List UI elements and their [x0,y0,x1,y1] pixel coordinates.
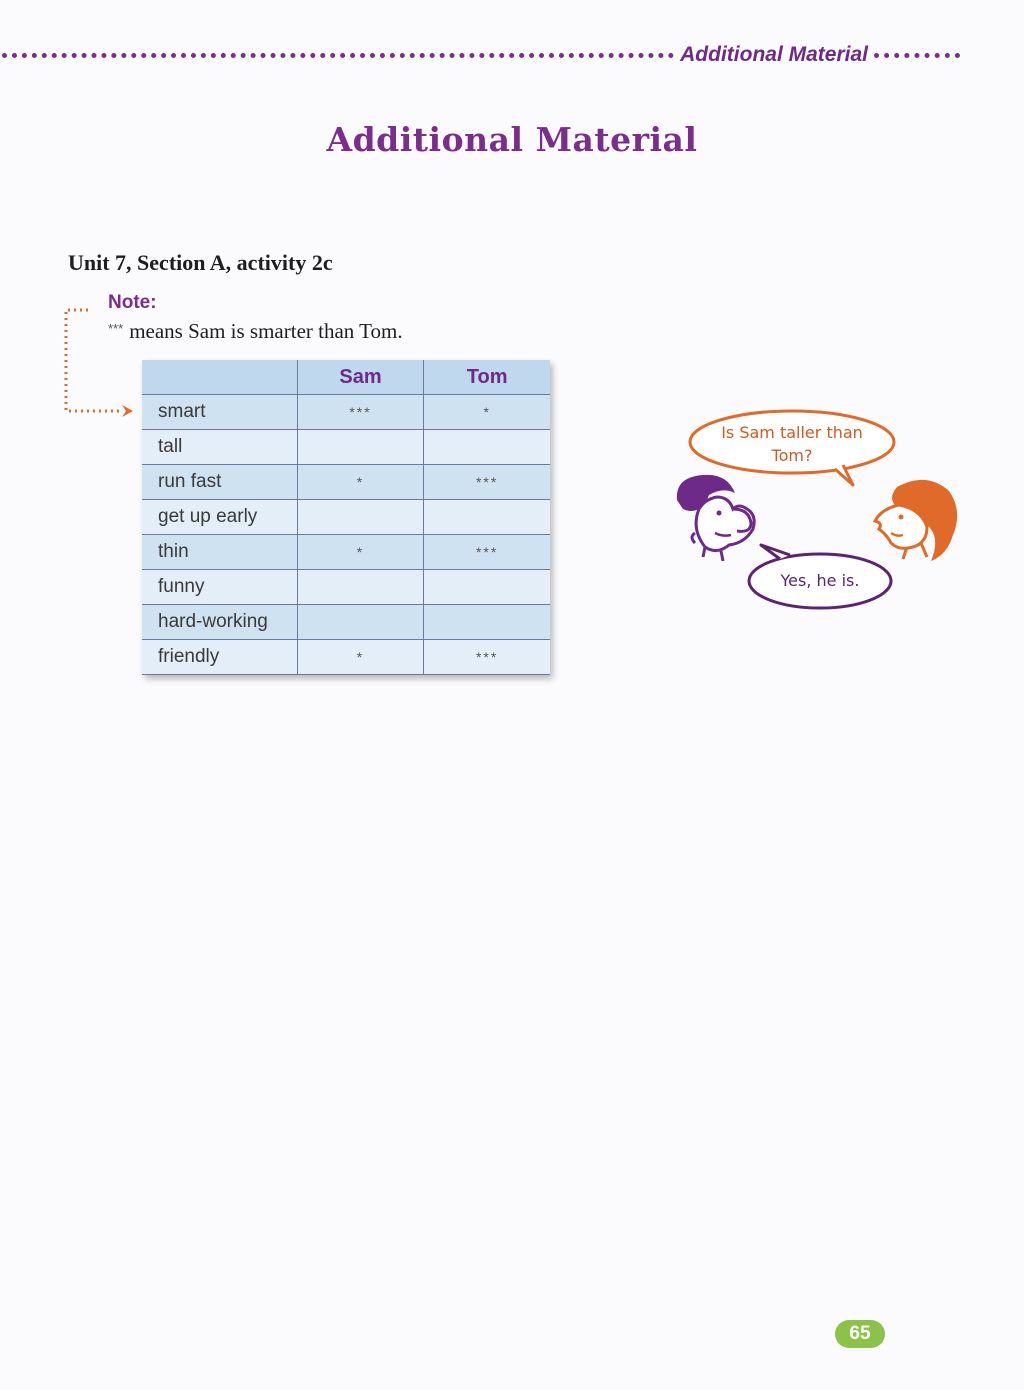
tom-rating [424,430,550,465]
sam-rating: * [297,535,424,570]
table-row [142,605,550,640]
row-label: friendly [142,640,297,675]
sam-rating [297,570,424,605]
column-header-blank [142,360,297,395]
table-row [142,570,550,605]
tom-rating [424,605,550,640]
table-row [142,395,550,430]
row-label: run fast [142,465,297,500]
tom-rating: *** [424,640,550,675]
question-bubble-text: Is Sam taller than Tom? [721,423,863,465]
note-text [108,319,403,344]
sam-rating: *** [297,395,424,430]
table-row [142,640,550,675]
row-label: smart [142,395,297,430]
page-title: Additional Material [326,120,698,159]
sam-rating: * [297,640,424,675]
note-stars: *** [108,321,124,336]
tom-rating: *** [424,535,550,570]
answer-bubble-text: Yes, he is. [780,571,860,590]
sam-rating [297,500,424,535]
row-label: thin [142,535,297,570]
column-header-tom: Tom [424,360,550,395]
sam-rating: * [297,465,424,500]
note-label: Note: [108,292,157,313]
row-label: funny [142,570,297,605]
girl-avatar-icon [875,480,957,561]
row-label: tall [142,430,297,465]
tom-rating: *** [424,465,550,500]
table-row [142,465,550,500]
tom-rating [424,570,550,605]
table-row [142,430,550,465]
header-dotted-rule-right [874,53,960,58]
running-header [0,38,960,72]
page-number-badge: 65 [835,1320,885,1348]
note-sentence: means Sam is smarter than Tom. [129,319,403,343]
table-row [142,535,550,570]
sam-rating [297,430,424,465]
table-header-row [142,360,550,395]
table-row [142,500,550,535]
boy-avatar-icon [677,475,754,561]
comparison-table [142,360,550,675]
row-label: hard-working [142,605,297,640]
sam-rating [297,605,424,640]
tom-rating: * [424,395,550,430]
row-label: get up early [142,500,297,535]
header-dotted-rule [2,53,674,58]
tom-rating [424,500,550,535]
section-title: Unit 7, Section A, activity 2c [68,250,333,275]
note-connector-arrow-icon [58,298,138,423]
running-header-label: Additional Material [680,43,868,66]
column-header-sam: Sam [297,360,424,395]
